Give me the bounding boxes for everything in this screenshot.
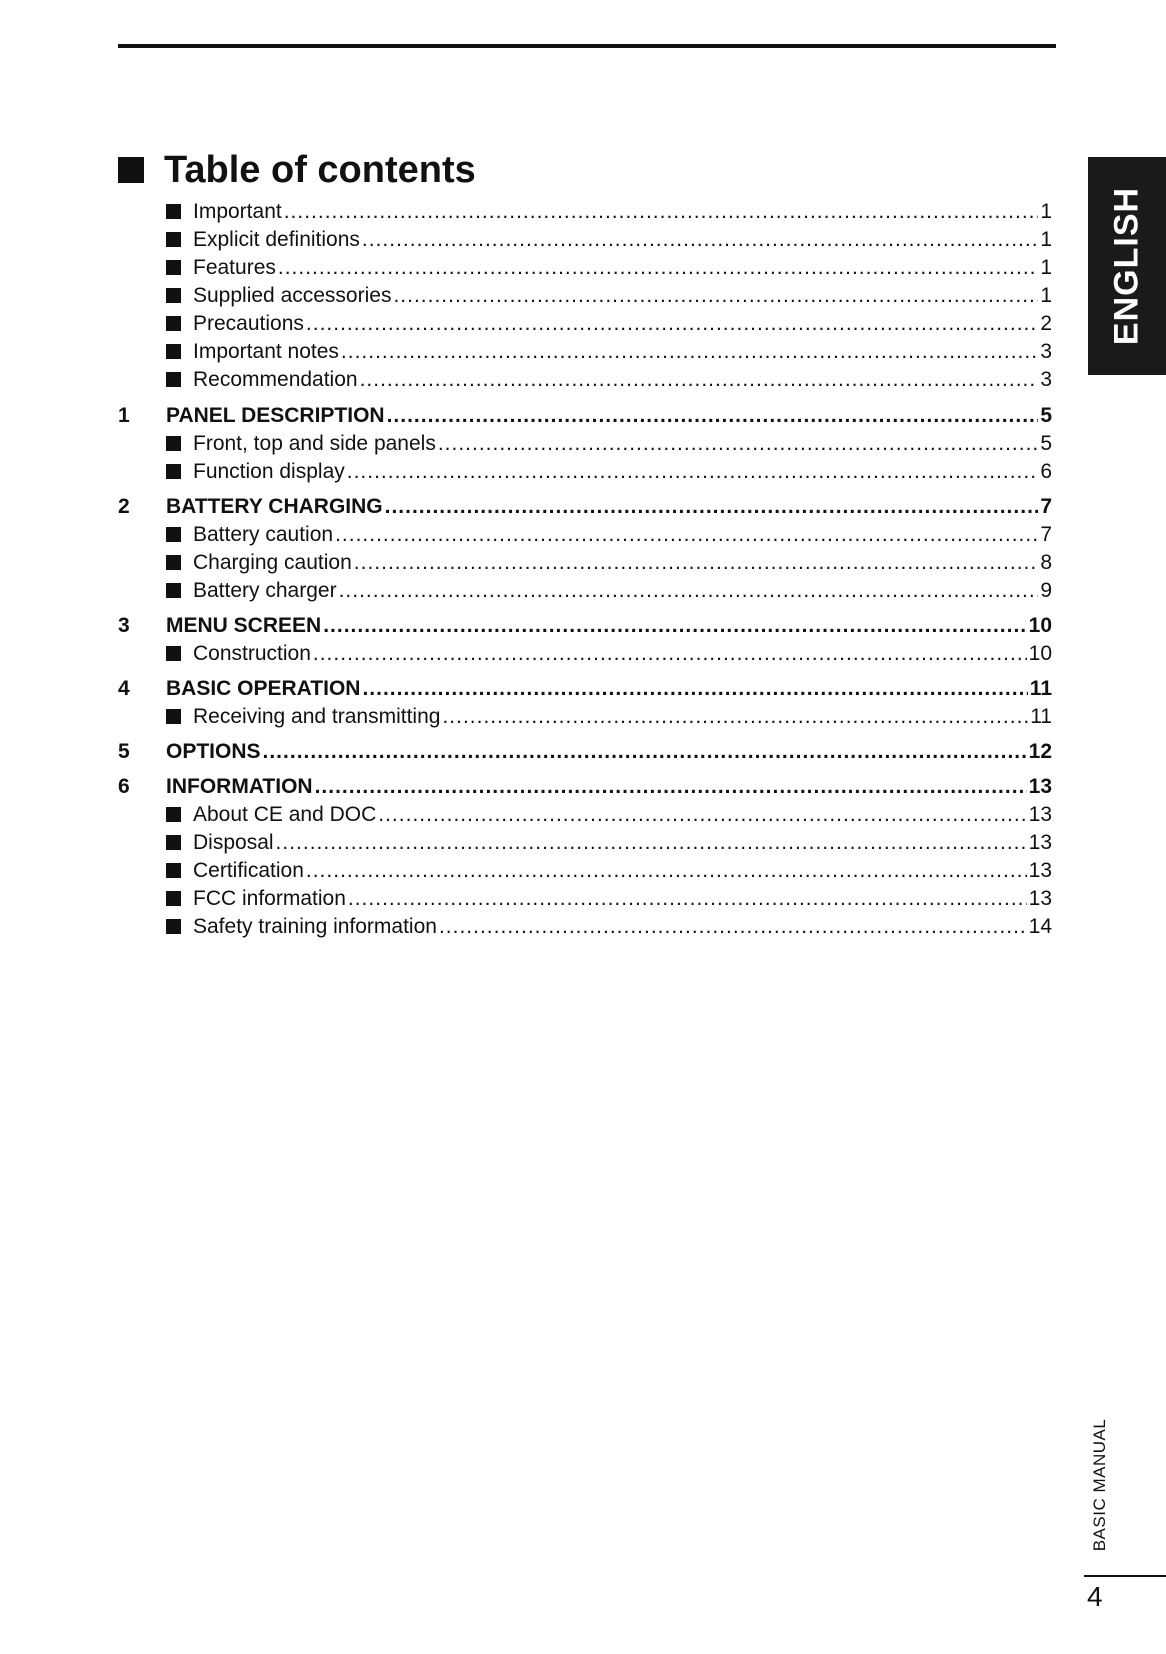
toc-chapter-row[interactable] [118,612,1052,640]
toc-page-number: 6 [1040,460,1052,483]
toc-dot-leader [276,829,1027,857]
toc-section-row[interactable] [118,430,1052,458]
square-bullet-icon [166,646,181,661]
toc-page-number: 12 [1028,740,1052,763]
toc-entry-body [166,612,1052,640]
toc-entry-label: Receiving and transmitting [193,705,441,728]
toc-entry-body [166,640,1052,668]
toc-entry-body [166,857,1052,885]
toc-dot-leader [347,458,1039,486]
language-tab [1088,157,1166,375]
side-label-text: BASIC MANUAL [1090,1418,1109,1552]
toc-entry-label: Explicit definitions [193,228,360,251]
toc-entry-label: FCC information [193,887,346,910]
toc-chapter-number: 3 [118,614,130,637]
toc-entry-body [166,773,1052,801]
toc-entry-body [166,310,1052,338]
square-bullet-icon [166,464,181,479]
toc-entry-label: Safety training information [193,915,437,938]
toc-chapter-number: 1 [118,404,130,427]
toc-entry-label: Battery caution [193,523,334,546]
toc-dot-leader [360,366,1039,394]
toc-page-number: 9 [1040,579,1052,602]
toc-entry-label: Construction [193,642,311,665]
toc-chapter-row[interactable] [118,675,1052,703]
toc-dot-leader [385,493,1039,521]
toc-page-number: 7 [1040,523,1052,546]
toc-page-number: 3 [1040,340,1052,363]
toc-dot-leader [393,282,1038,310]
toc-entry-label: Disposal [193,831,274,854]
page-title [118,146,476,194]
toc-dot-leader [306,310,1038,338]
toc-chapter-number: 2 [118,495,130,518]
toc-section-row[interactable] [118,366,1052,394]
toc-entry-label: PANEL DESCRIPTION [166,404,385,427]
toc-dot-leader [439,913,1027,941]
toc-dot-leader [341,338,1038,366]
toc-dot-leader [284,198,1039,226]
square-bullet-icon [166,372,181,387]
toc-entry-label: Certification [193,859,304,882]
toc-section-row[interactable] [118,549,1052,577]
toc-entry-body [166,366,1052,394]
toc-entry-label: Recommendation [193,368,358,391]
side-label [1084,1410,1116,1560]
toc-page-number: 1 [1040,256,1052,279]
toc-entry-body [166,675,1052,703]
toc-chapter-number: 6 [118,775,130,798]
toc-entry-body [166,521,1052,549]
square-bullet-icon [166,583,181,598]
toc-entry-body [166,549,1052,577]
toc-section-row[interactable] [118,198,1052,226]
toc-entry-label: Function display [193,460,345,483]
toc-entry-label: Precautions [193,312,304,335]
toc-page-number: 13 [1028,887,1052,910]
toc-page-number: 3 [1040,368,1052,391]
toc-dot-leader [362,675,1027,703]
toc-entry-body [166,254,1052,282]
toc-entry-label: Front, top and side panels [193,432,436,455]
toc-page-number: 11 [1029,677,1052,700]
toc-chapter-row[interactable] [118,493,1052,521]
toc-dot-leader [306,857,1027,885]
toc-entry-label: INFORMATION [166,775,313,798]
toc-list [118,198,1052,941]
square-bullet-icon [166,436,181,451]
toc-entry-body [166,282,1052,310]
toc-section-row[interactable] [118,829,1052,857]
toc-section-row[interactable] [118,521,1052,549]
toc-page-number: 1 [1040,200,1052,223]
toc-page-number: 11 [1030,705,1052,728]
toc-section-row[interactable] [118,857,1052,885]
toc-page-number: 14 [1028,915,1052,938]
toc-entry-label: Features [193,256,276,279]
toc-entry-body [166,577,1052,605]
toc-dot-leader [335,521,1038,549]
toc-entry-label: About CE and DOC [193,803,377,826]
toc-page-number: 5 [1040,404,1052,427]
toc-section-row[interactable] [118,282,1052,310]
toc-section-row[interactable] [118,338,1052,366]
square-bullet-icon [166,527,181,542]
toc-dot-leader [278,254,1038,282]
toc-page-number: 7 [1040,495,1052,518]
toc-entry-body [166,338,1052,366]
page-title-text: Table of contents [164,149,476,191]
toc-entry-body [166,493,1052,521]
page-number: 4 [1087,1581,1103,1612]
toc-entry-label: Battery charger [193,579,337,602]
toc-page-number: 13 [1028,831,1052,854]
toc-dot-leader [348,885,1027,913]
toc-section-row[interactable] [118,885,1052,913]
square-bullet-icon [166,260,181,275]
toc-chapter-number: 5 [118,740,130,763]
toc-dot-leader [313,640,1027,668]
square-bullet-icon [166,807,181,822]
toc-section-row[interactable] [118,913,1052,941]
toc-section-row[interactable] [118,458,1052,486]
toc-page-number: 10 [1028,614,1052,637]
toc-entry-body [166,801,1052,829]
toc-page-number: 13 [1028,803,1052,826]
toc-entry-label: BASIC OPERATION [166,677,361,700]
square-bullet-icon [166,891,181,906]
toc-page-number: 8 [1040,551,1052,574]
square-bullet-icon [166,709,181,724]
square-bullet-icon [166,835,181,850]
toc-section-row[interactable] [118,226,1052,254]
toc-entry-label: OPTIONS [166,740,261,763]
toc-dot-leader [438,430,1038,458]
toc-dot-leader [387,402,1039,430]
top-rule [118,44,1056,48]
footer-rule [1084,1575,1166,1577]
toc-page-number: 2 [1040,312,1052,335]
toc-section-row[interactable] [118,640,1052,668]
toc-dot-leader [339,577,1039,605]
toc-entry-label: Important [193,200,282,223]
toc-section-row[interactable] [118,703,1052,731]
toc-entry-label: Supplied accessories [193,284,392,307]
title-square-icon [118,157,144,183]
toc-dot-leader [263,738,1027,766]
toc-chapter-number: 4 [118,677,130,700]
toc-entry-body [166,458,1052,486]
toc-dot-leader [378,801,1026,829]
square-bullet-icon [166,204,181,219]
toc-dot-leader [315,773,1027,801]
toc-page-number: 1 [1040,284,1052,307]
toc-dot-leader [362,226,1038,254]
toc-dot-leader [323,612,1026,640]
square-bullet-icon [166,232,181,247]
toc-entry-label: Important notes [193,340,339,363]
toc-entry-body [166,198,1052,226]
square-bullet-icon [166,344,181,359]
toc-chapter-row[interactable] [118,738,1052,766]
toc-page-number: 5 [1040,432,1052,455]
toc-entry-body [166,430,1052,458]
toc-page-number: 13 [1028,775,1052,798]
toc-section-row[interactable] [118,254,1052,282]
toc-page-number: 10 [1028,642,1052,665]
toc-chapter-row[interactable] [118,773,1052,801]
toc-dot-leader [442,703,1028,731]
toc-section-row[interactable] [118,310,1052,338]
toc-entry-label: Charging caution [193,551,352,574]
toc-entry-body [166,226,1052,254]
toc-entry-body [166,703,1052,731]
toc-page-number: 13 [1028,859,1052,882]
toc-entry-body [166,402,1052,430]
toc-section-row[interactable] [118,577,1052,605]
language-tab-label: ENGLISH [1107,186,1146,346]
toc-entry-body [166,885,1052,913]
toc-entry-label: BATTERY CHARGING [166,495,383,518]
toc-entry-label: MENU SCREEN [166,614,322,637]
square-bullet-icon [166,288,181,303]
toc-dot-leader [354,549,1039,577]
toc-page-number: 1 [1040,228,1052,251]
toc-entry-body [166,829,1052,857]
toc-section-row[interactable] [118,801,1052,829]
square-bullet-icon [166,555,181,570]
square-bullet-icon [166,316,181,331]
toc-chapter-row[interactable] [118,402,1052,430]
square-bullet-icon [166,863,181,878]
toc-entry-body [166,913,1052,941]
square-bullet-icon [166,919,181,934]
toc-entry-body [166,738,1052,766]
